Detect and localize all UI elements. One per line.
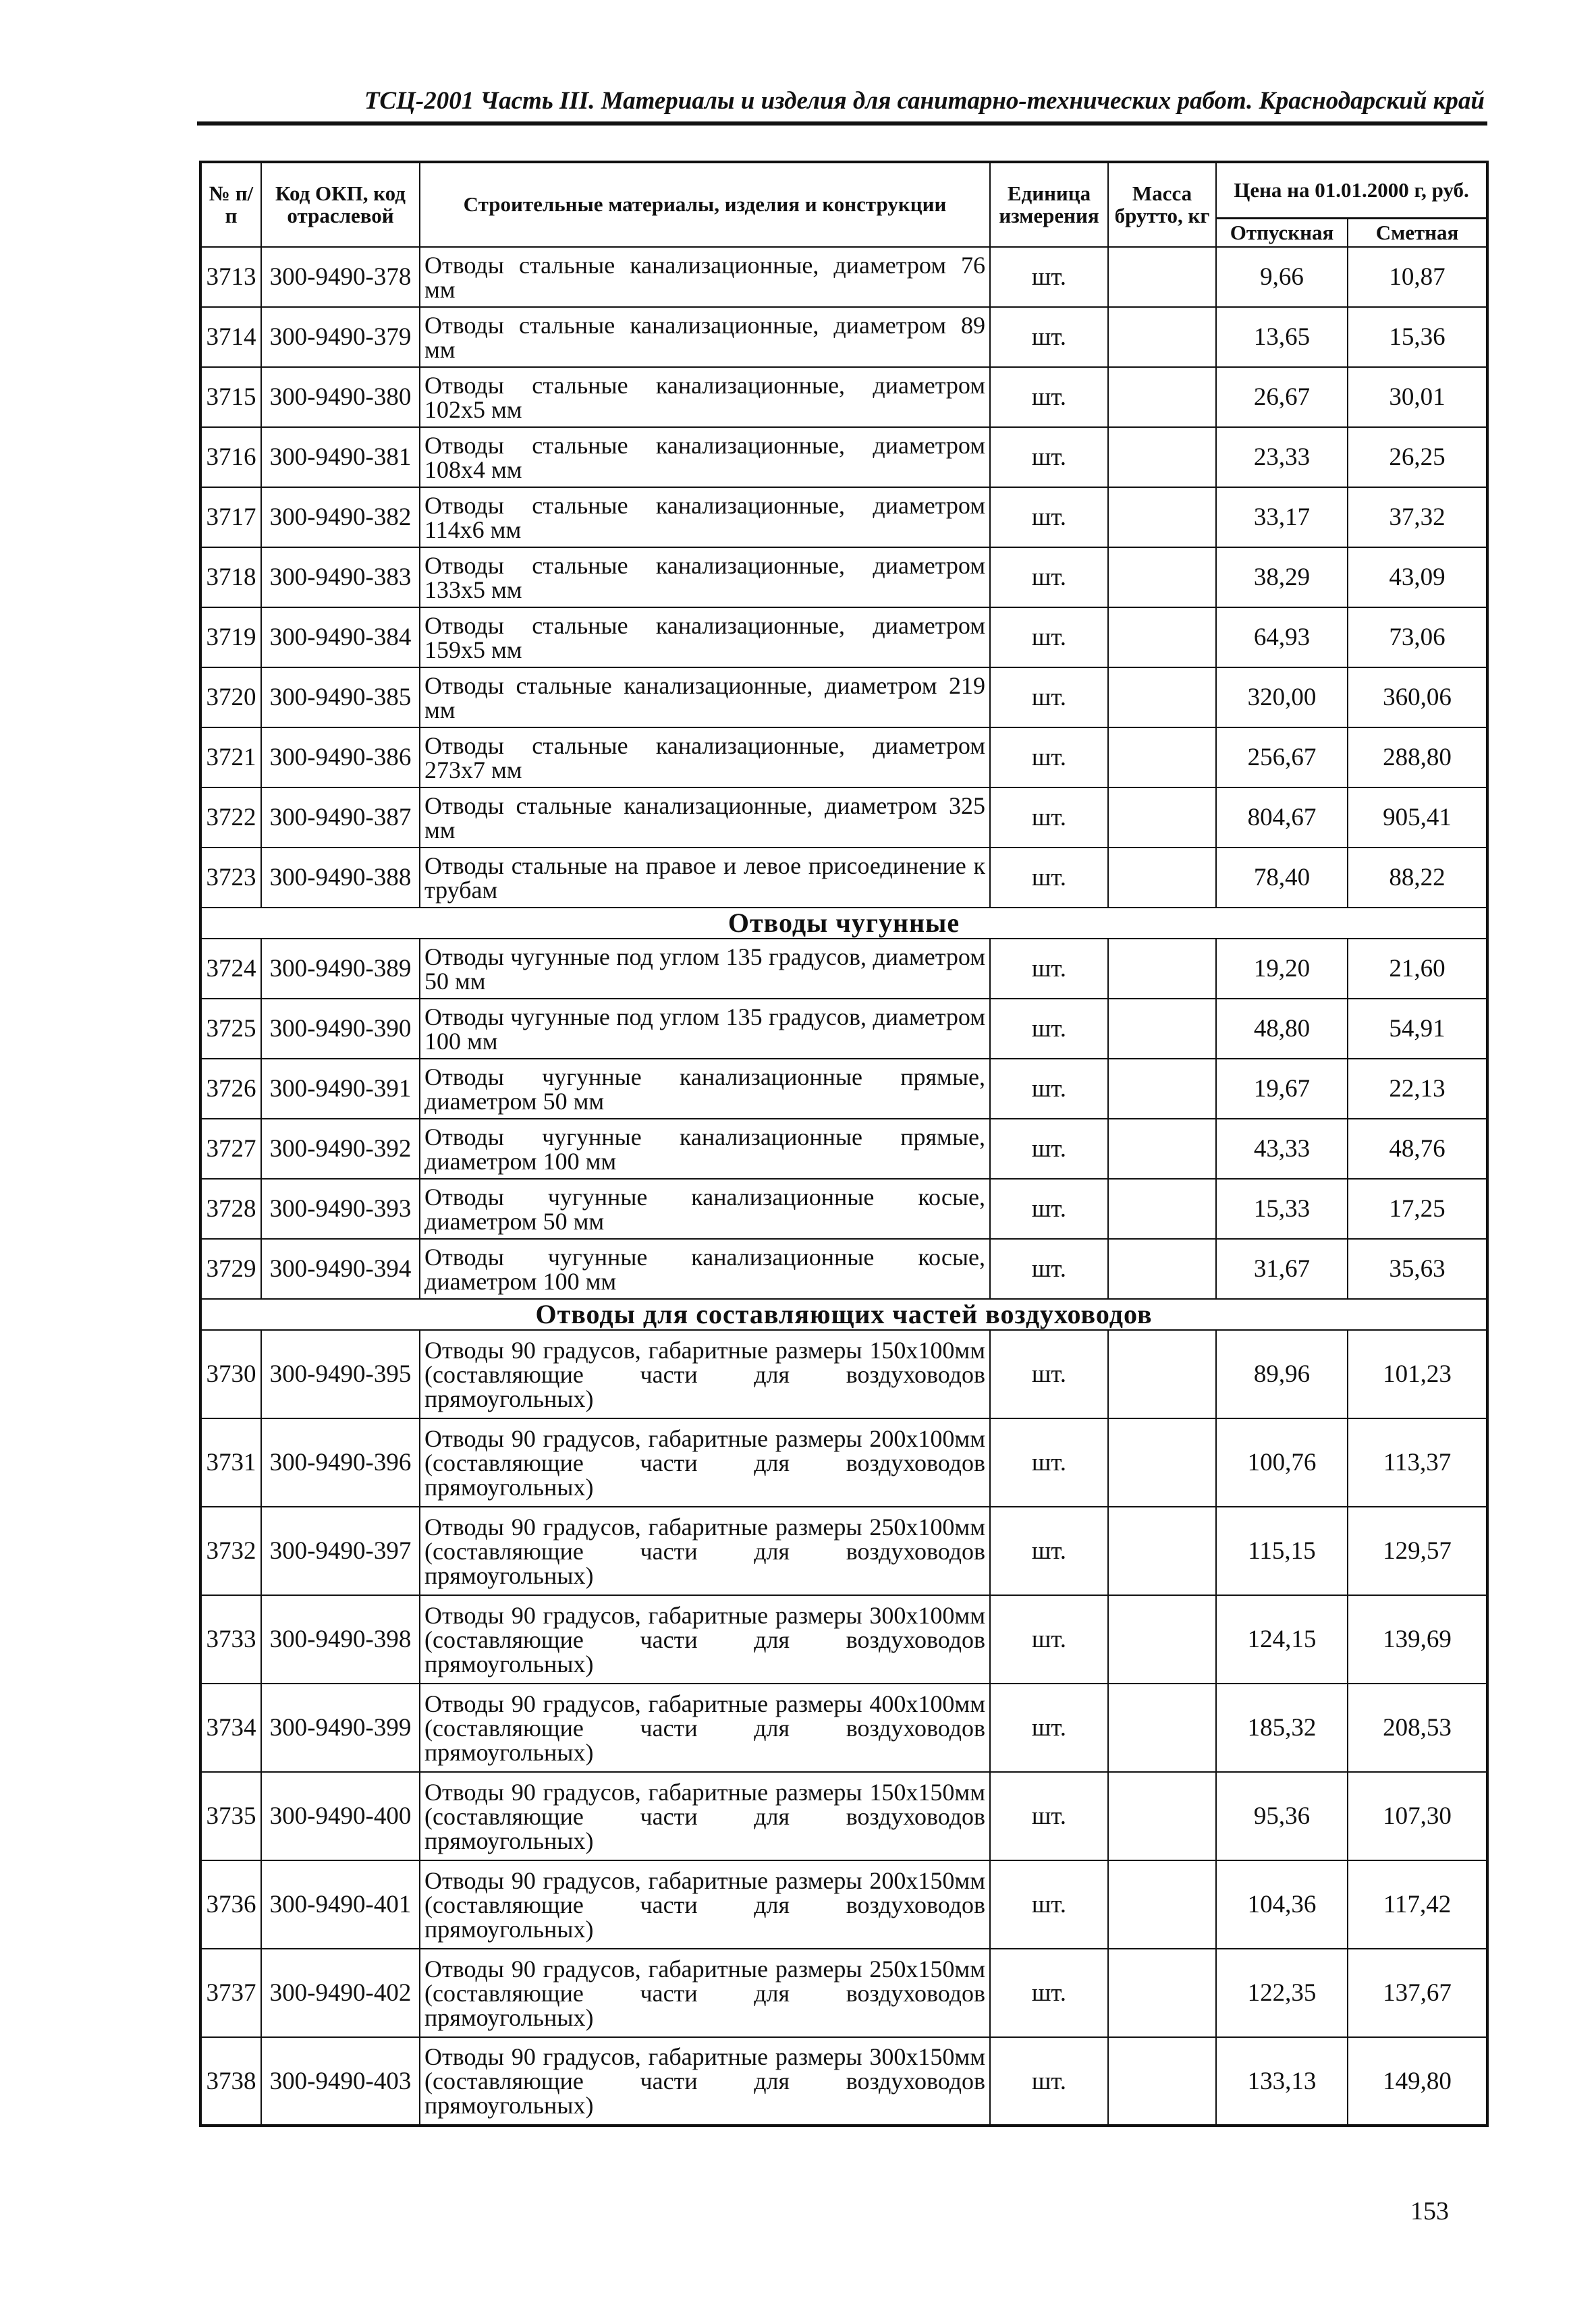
price-release: 95,36	[1216, 1772, 1348, 1860]
col-name-header: Строительные материалы, изделия и конструкции	[420, 162, 990, 247]
unit: шт.	[990, 727, 1108, 787]
unit: шт.	[990, 427, 1108, 487]
table-row	[200, 667, 1487, 727]
item-name: Отводы 90 градусов, габаритные размеры 150х150мм (составляющие части для воздуховодов прямоугольных)	[420, 1772, 990, 1860]
unit: шт.	[990, 547, 1108, 607]
mass	[1108, 1595, 1216, 1684]
col-price-release-header: Отпускная	[1216, 219, 1348, 248]
table-row	[200, 1684, 1487, 1772]
mass	[1108, 667, 1216, 727]
price-release: 124,15	[1216, 1595, 1348, 1684]
unit: шт.	[990, 487, 1108, 547]
mass	[1108, 1239, 1216, 1299]
row-number: 3715	[200, 367, 261, 427]
unit: шт.	[990, 1595, 1108, 1684]
col-price-header: Цена на 01.01.2000 г, руб.	[1216, 162, 1487, 219]
row-number: 3728	[200, 1179, 261, 1239]
okp-code: 300-9490-396	[261, 1418, 420, 1507]
okp-code: 300-9490-380	[261, 367, 420, 427]
table-row	[200, 1595, 1487, 1684]
okp-code: 300-9490-402	[261, 1949, 420, 2037]
price-release: 19,20	[1216, 939, 1348, 999]
price-release: 133,13	[1216, 2037, 1348, 2126]
table-row	[200, 607, 1487, 667]
mass	[1108, 939, 1216, 999]
okp-code: 300-9490-400	[261, 1772, 420, 1860]
unit: шт.	[990, 607, 1108, 667]
price-release: 26,67	[1216, 367, 1348, 427]
price-estimate: 101,23	[1348, 1330, 1487, 1418]
table-row	[200, 367, 1487, 427]
row-number: 3719	[200, 607, 261, 667]
mass	[1108, 2037, 1216, 2126]
row-number: 3717	[200, 487, 261, 547]
mass	[1108, 1059, 1216, 1119]
price-release: 100,76	[1216, 1418, 1348, 1507]
table-row	[200, 487, 1487, 547]
okp-code: 300-9490-395	[261, 1330, 420, 1418]
mass	[1108, 367, 1216, 427]
unit: шт.	[990, 1507, 1108, 1595]
okp-code: 300-9490-391	[261, 1059, 420, 1119]
col-mass-header: Масса брутто, кг	[1108, 162, 1216, 247]
mass	[1108, 547, 1216, 607]
item-name: Отводы чугунные под углом 135 градусов, диаметром 100 мм	[420, 999, 990, 1059]
row-number: 3725	[200, 999, 261, 1059]
okp-code: 300-9490-394	[261, 1239, 420, 1299]
row-number: 3727	[200, 1119, 261, 1179]
price-estimate: 15,36	[1348, 307, 1487, 367]
item-name: Отводы 90 градусов, габаритные размеры 400х100мм (составляющие части для воздуховодов прямоугольных)	[420, 1684, 990, 1772]
okp-code: 300-9490-403	[261, 2037, 420, 2126]
mass	[1108, 848, 1216, 908]
okp-code: 300-9490-378	[261, 247, 420, 307]
price-estimate: 905,41	[1348, 787, 1487, 848]
row-number: 3723	[200, 848, 261, 908]
mass	[1108, 1330, 1216, 1418]
item-name: Отводы 90 градусов, габаритные размеры 150х100мм (составляющие части для воздуховодов прямоугольных)	[420, 1330, 990, 1418]
okp-code: 300-9490-390	[261, 999, 420, 1059]
price-estimate: 139,69	[1348, 1595, 1487, 1684]
header-rule	[197, 121, 1487, 126]
row-number: 3721	[200, 727, 261, 787]
table-row	[200, 1179, 1487, 1239]
mass	[1108, 247, 1216, 307]
table-row	[200, 1949, 1487, 2037]
mass	[1108, 1119, 1216, 1179]
mass	[1108, 787, 1216, 848]
mass	[1108, 999, 1216, 1059]
col-unit-header: Единица измерения	[990, 162, 1108, 247]
mass	[1108, 727, 1216, 787]
mass	[1108, 1772, 1216, 1860]
unit: шт.	[990, 787, 1108, 848]
row-number: 3737	[200, 1949, 261, 2037]
price-estimate: 88,22	[1348, 848, 1487, 908]
item-name: Отводы чугунные канализационные косые, диаметром 100 мм	[420, 1239, 990, 1299]
group-cast-iron-body	[200, 939, 1487, 1299]
unit: шт.	[990, 247, 1108, 307]
section-title: Отводы чугунные	[200, 908, 1487, 939]
table-row	[200, 1418, 1487, 1507]
okp-code: 300-9490-379	[261, 307, 420, 367]
table-row	[200, 1507, 1487, 1595]
price-release: 115,15	[1216, 1507, 1348, 1595]
mass	[1108, 1684, 1216, 1772]
price-release: 804,67	[1216, 787, 1348, 848]
item-name: Отводы стальные канализационные, диаметром 273х7 мм	[420, 727, 990, 787]
item-name: Отводы стальные канализационные, диаметром 159х5 мм	[420, 607, 990, 667]
okp-code: 300-9490-386	[261, 727, 420, 787]
price-table	[199, 161, 1489, 2127]
price-estimate: 113,37	[1348, 1418, 1487, 1507]
price-release: 23,33	[1216, 427, 1348, 487]
row-number: 3713	[200, 247, 261, 307]
okp-code: 300-9490-382	[261, 487, 420, 547]
table-row	[200, 1059, 1487, 1119]
okp-code: 300-9490-398	[261, 1595, 420, 1684]
okp-code: 300-9490-401	[261, 1860, 420, 1949]
table-row	[200, 1330, 1487, 1418]
price-estimate: 17,25	[1348, 1179, 1487, 1239]
price-release: 256,67	[1216, 727, 1348, 787]
price-estimate: 35,63	[1348, 1239, 1487, 1299]
price-release: 31,67	[1216, 1239, 1348, 1299]
unit: шт.	[990, 1418, 1108, 1507]
price-release: 15,33	[1216, 1179, 1348, 1239]
table-row	[200, 1239, 1487, 1299]
table-row	[200, 727, 1487, 787]
row-number: 3732	[200, 1507, 261, 1595]
row-number: 3730	[200, 1330, 261, 1418]
price-estimate: 208,53	[1348, 1684, 1487, 1772]
table-row	[200, 848, 1487, 908]
item-name: Отводы 90 градусов, габаритные размеры 250х100мм (составляющие части для воздуховодов прямоугольных)	[420, 1507, 990, 1595]
price-release: 48,80	[1216, 999, 1348, 1059]
price-estimate: 360,06	[1348, 667, 1487, 727]
row-number: 3734	[200, 1684, 261, 1772]
col-num-header: № п/п	[200, 162, 261, 247]
price-release: 43,33	[1216, 1119, 1348, 1179]
section-title: Отводы для составляющих частей воздуховодов	[200, 1299, 1487, 1330]
price-release: 104,36	[1216, 1860, 1348, 1949]
table-row	[200, 1860, 1487, 1949]
row-number: 3735	[200, 1772, 261, 1860]
row-number: 3722	[200, 787, 261, 848]
price-release: 38,29	[1216, 547, 1348, 607]
row-number: 3733	[200, 1595, 261, 1684]
mass	[1108, 487, 1216, 547]
item-name: Отводы стальные канализационные, диаметром 114х6 мм	[420, 487, 990, 547]
group-ducts-body	[200, 1330, 1487, 2126]
row-number: 3720	[200, 667, 261, 727]
price-release: 9,66	[1216, 247, 1348, 307]
unit: шт.	[990, 1860, 1108, 1949]
price-estimate: 73,06	[1348, 607, 1487, 667]
item-name: Отводы 90 градусов, габаритные размеры 200х100мм (составляющие части для воздуховодов прямоугольных)	[420, 1418, 990, 1507]
unit: шт.	[990, 1772, 1108, 1860]
price-estimate: 48,76	[1348, 1119, 1487, 1179]
table-row	[200, 1119, 1487, 1179]
unit: шт.	[990, 1239, 1108, 1299]
section-cast-iron	[200, 908, 1487, 939]
mass	[1108, 1860, 1216, 1949]
row-number: 3738	[200, 2037, 261, 2126]
okp-code: 300-9490-388	[261, 848, 420, 908]
table-row	[200, 247, 1487, 307]
item-name: Отводы чугунные под углом 135 градусов, диаметром 50 мм	[420, 939, 990, 999]
mass	[1108, 1507, 1216, 1595]
unit: шт.	[990, 1059, 1108, 1119]
price-estimate: 107,30	[1348, 1772, 1487, 1860]
price-release: 64,93	[1216, 607, 1348, 667]
item-name: Отводы стальные канализационные, диаметром 133х5 мм	[420, 547, 990, 607]
table-header-row	[200, 162, 1487, 219]
item-name: Отводы стальные канализационные, диаметром 108х4 мм	[420, 427, 990, 487]
item-name: Отводы стальные на правое и левое присоединение к трубам	[420, 848, 990, 908]
mass	[1108, 1179, 1216, 1239]
row-number: 3726	[200, 1059, 261, 1119]
unit: шт.	[990, 939, 1108, 999]
item-name: Отводы чугунные канализационные косые, диаметром 50 мм	[420, 1179, 990, 1239]
item-name: Отводы 90 градусов, габаритные размеры 250х150мм (составляющие части для воздуховодов прямоугольных)	[420, 1949, 990, 2037]
price-estimate: 149,80	[1348, 2037, 1487, 2126]
okp-code: 300-9490-393	[261, 1179, 420, 1239]
unit: шт.	[990, 307, 1108, 367]
okp-code: 300-9490-397	[261, 1507, 420, 1595]
table-row	[200, 787, 1487, 848]
okp-code: 300-9490-384	[261, 607, 420, 667]
price-estimate: 54,91	[1348, 999, 1487, 1059]
table-row	[200, 2037, 1487, 2126]
okp-code: 300-9490-392	[261, 1119, 420, 1179]
price-estimate: 129,57	[1348, 1507, 1487, 1595]
item-name: Отводы чугунные канализационные прямые, диаметром 50 мм	[420, 1059, 990, 1119]
unit: шт.	[990, 999, 1108, 1059]
item-name: Отводы стальные канализационные, диаметром 76 мм	[420, 247, 990, 307]
unit: шт.	[990, 1119, 1108, 1179]
table-row	[200, 1772, 1487, 1860]
row-number: 3736	[200, 1860, 261, 1949]
price-release: 185,32	[1216, 1684, 1348, 1772]
price-estimate: 21,60	[1348, 939, 1487, 999]
group-steel-body	[200, 247, 1487, 908]
mass	[1108, 607, 1216, 667]
okp-code: 300-9490-387	[261, 787, 420, 848]
row-number: 3729	[200, 1239, 261, 1299]
price-release: 78,40	[1216, 848, 1348, 908]
unit: шт.	[990, 1179, 1108, 1239]
price-release: 33,17	[1216, 487, 1348, 547]
mass	[1108, 307, 1216, 367]
page-header: ТСЦ-2001 Часть III. Материалы и изделия для санитарно-технических работ. Краснодарский край	[364, 87, 1485, 115]
row-number: 3718	[200, 547, 261, 607]
item-name: Отводы стальные канализационные, диаметром 89 мм	[420, 307, 990, 367]
price-estimate: 43,09	[1348, 547, 1487, 607]
okp-code: 300-9490-383	[261, 547, 420, 607]
col-code-header: Код ОКП, код отраслевой	[261, 162, 420, 247]
table-row	[200, 307, 1487, 367]
item-name: Отводы чугунные канализационные прямые, диаметром 100 мм	[420, 1119, 990, 1179]
section-ducts	[200, 1299, 1487, 1330]
mass	[1108, 1949, 1216, 2037]
price-estimate: 10,87	[1348, 247, 1487, 307]
price-release: 320,00	[1216, 667, 1348, 727]
price-release: 89,96	[1216, 1330, 1348, 1418]
price-estimate: 26,25	[1348, 427, 1487, 487]
table-row	[200, 427, 1487, 487]
unit: шт.	[990, 1330, 1108, 1418]
okp-code: 300-9490-385	[261, 667, 420, 727]
row-number: 3716	[200, 427, 261, 487]
unit: шт.	[990, 1684, 1108, 1772]
price-release: 122,35	[1216, 1949, 1348, 2037]
row-number: 3724	[200, 939, 261, 999]
unit: шт.	[990, 667, 1108, 727]
okp-code: 300-9490-399	[261, 1684, 420, 1772]
okp-code: 300-9490-381	[261, 427, 420, 487]
price-estimate: 30,01	[1348, 367, 1487, 427]
mass	[1108, 427, 1216, 487]
item-name: Отводы 90 градусов, габаритные размеры 300х100мм (составляющие части для воздуховодов прямоугольных)	[420, 1595, 990, 1684]
unit: шт.	[990, 848, 1108, 908]
row-number: 3731	[200, 1418, 261, 1507]
item-name: Отводы стальные канализационные, диаметром 219 мм	[420, 667, 990, 727]
mass	[1108, 1418, 1216, 1507]
price-estimate: 288,80	[1348, 727, 1487, 787]
price-estimate: 22,13	[1348, 1059, 1487, 1119]
item-name: Отводы стальные канализационные, диаметром 102х5 мм	[420, 367, 990, 427]
price-release: 19,67	[1216, 1059, 1348, 1119]
col-price-estimate-header: Сметная	[1348, 219, 1487, 248]
unit: шт.	[990, 1949, 1108, 2037]
table-row	[200, 547, 1487, 607]
item-name: Отводы 90 градусов, габаритные размеры 300х150мм (составляющие части для воздуховодов прямоугольных)	[420, 2037, 990, 2126]
okp-code: 300-9490-389	[261, 939, 420, 999]
item-name: Отводы стальные канализационные, диаметром 325 мм	[420, 787, 990, 848]
page-number: 153	[1410, 2197, 1449, 2225]
table-row	[200, 939, 1487, 999]
table-row	[200, 999, 1487, 1059]
price-release: 13,65	[1216, 307, 1348, 367]
price-estimate: 37,32	[1348, 487, 1487, 547]
price-estimate: 137,67	[1348, 1949, 1487, 2037]
unit: шт.	[990, 2037, 1108, 2126]
row-number: 3714	[200, 307, 261, 367]
unit: шт.	[990, 367, 1108, 427]
price-estimate: 117,42	[1348, 1860, 1487, 1949]
item-name: Отводы 90 градусов, габаритные размеры 200х150мм (составляющие части для воздуховодов прямоугольных)	[420, 1860, 990, 1949]
